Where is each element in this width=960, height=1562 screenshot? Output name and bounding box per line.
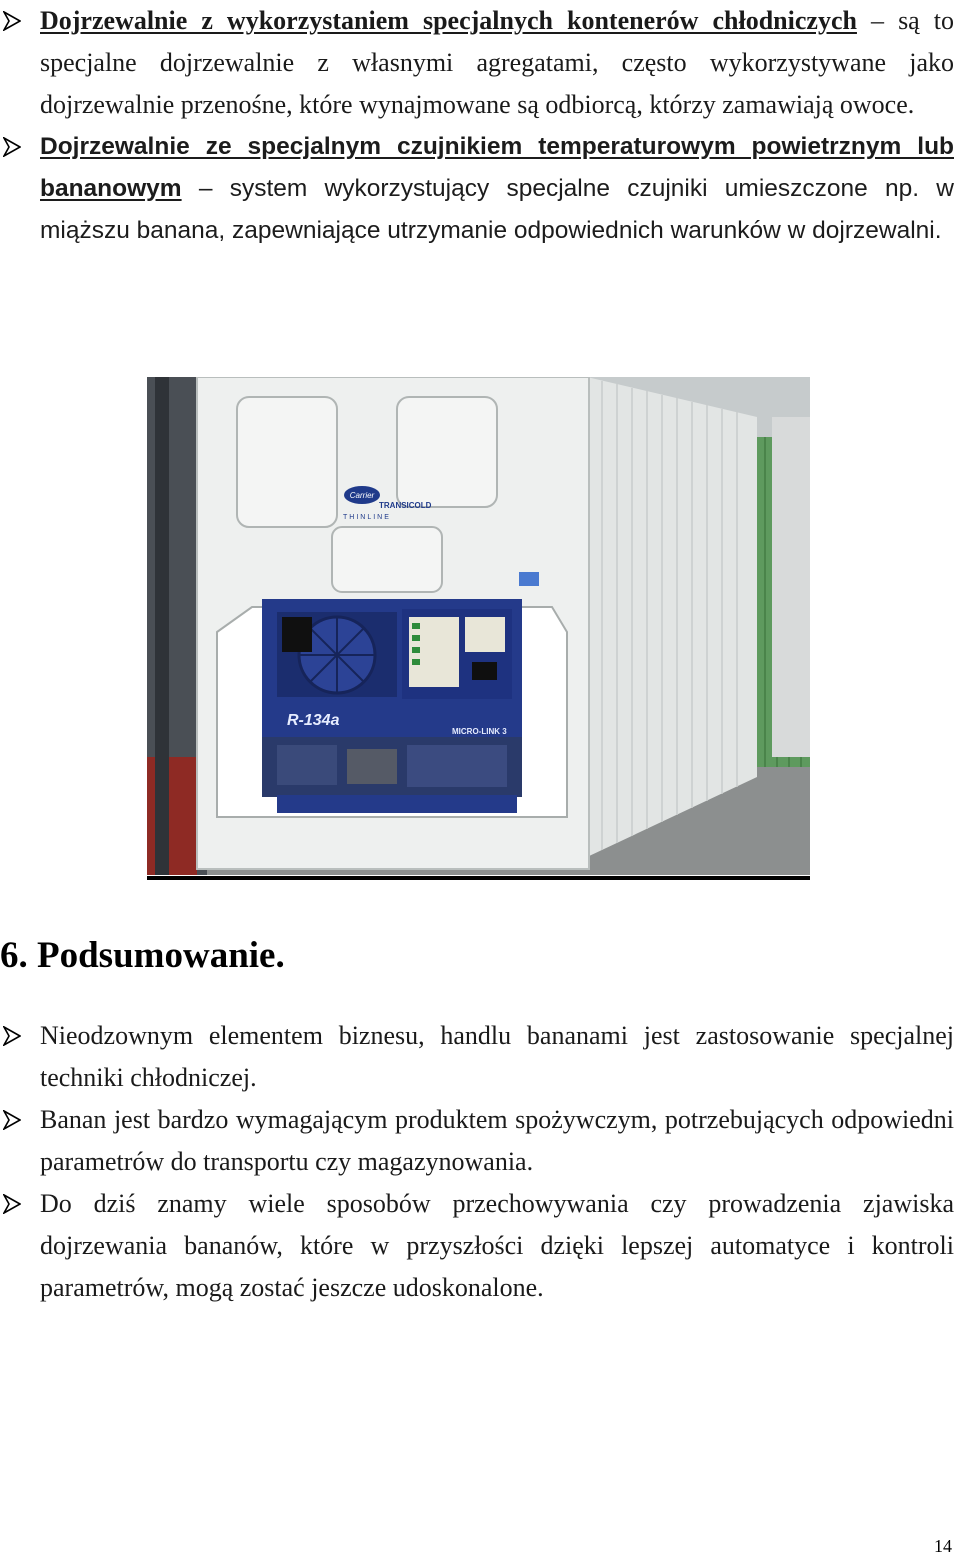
bullet-text: są to specjalne dojrzewalnie z własnymi agregatami, często wykorzystywane jako dojrzewalnie przenośne, które wynajmowane są odbiorcą, którzy zamawiają owoce.: [40, 6, 954, 119]
top-bullet-list: [0, 0, 960, 252]
brand-line-3: THINLINE: [343, 514, 391, 521]
refrigerant-label: R-134a: [287, 712, 340, 729]
section-heading: 6. Podsumowanie.: [0, 935, 285, 976]
bullet-paragraph: [40, 126, 954, 252]
bullet-term: Dojrzewalnie ze specjalnym czujnikiem temperaturowym powietrznym lub bananowym: [40, 133, 954, 202]
controller-label: MICRO-LINK 3: [452, 727, 507, 736]
brand-name: Carrier: [349, 491, 375, 500]
bullet-separator: –: [181, 175, 230, 202]
bullet-term: Dojrzewalnie z wykorzystaniem specjalnych kontenerów chłodniczych: [40, 6, 857, 35]
list-item: [0, 1183, 960, 1309]
bullet-paragraph: Do dziś znamy wiele sposobów przechowywania czy prowadzenia zjawiska dojrzewania bananów, które w przyszłości dzięki lepszej automatyce i kontroli parametrów, mogą zostać jeszcze udoskonalone.: [40, 1189, 954, 1302]
list-item: [0, 0, 960, 126]
arrowhead-bullet-icon: [3, 0, 29, 42]
list-item: [0, 1099, 960, 1183]
bullet-text: system wykorzystujący specjalne czujniki umieszczone np. w miąższu banana, zapewniające utrzymanie odpowiednich warunków w dojrzewalni.: [40, 175, 954, 244]
list-item: [0, 1015, 960, 1099]
arrowhead-bullet-icon: [3, 1183, 29, 1225]
reefer-container-illustration: [147, 377, 810, 875]
bullet-paragraph: [40, 0, 954, 126]
arrowhead-bullet-icon: [3, 126, 29, 168]
list-item: [0, 126, 960, 252]
page-number: 14: [934, 1536, 952, 1556]
bullet-separator: –: [856, 6, 899, 35]
reefer-container-photo: [147, 377, 810, 875]
photo-underline: [147, 876, 810, 880]
summary-bullet-list: [0, 1015, 960, 1309]
arrowhead-bullet-icon: [3, 1099, 29, 1141]
arrowhead-bullet-icon: [3, 1015, 29, 1057]
bullet-paragraph: Nieodzownym elementem biznesu, handlu bananami jest zastosowanie specjalnej techniki chłodniczej.: [40, 1021, 954, 1092]
brand-line-2: TRANSICOLD: [379, 501, 432, 510]
bullet-paragraph: Banan jest bardzo wymagającym produktem spożywczym, potrzebujących odpowiedni parametrów do transportu czy magazynowania.: [40, 1105, 954, 1176]
